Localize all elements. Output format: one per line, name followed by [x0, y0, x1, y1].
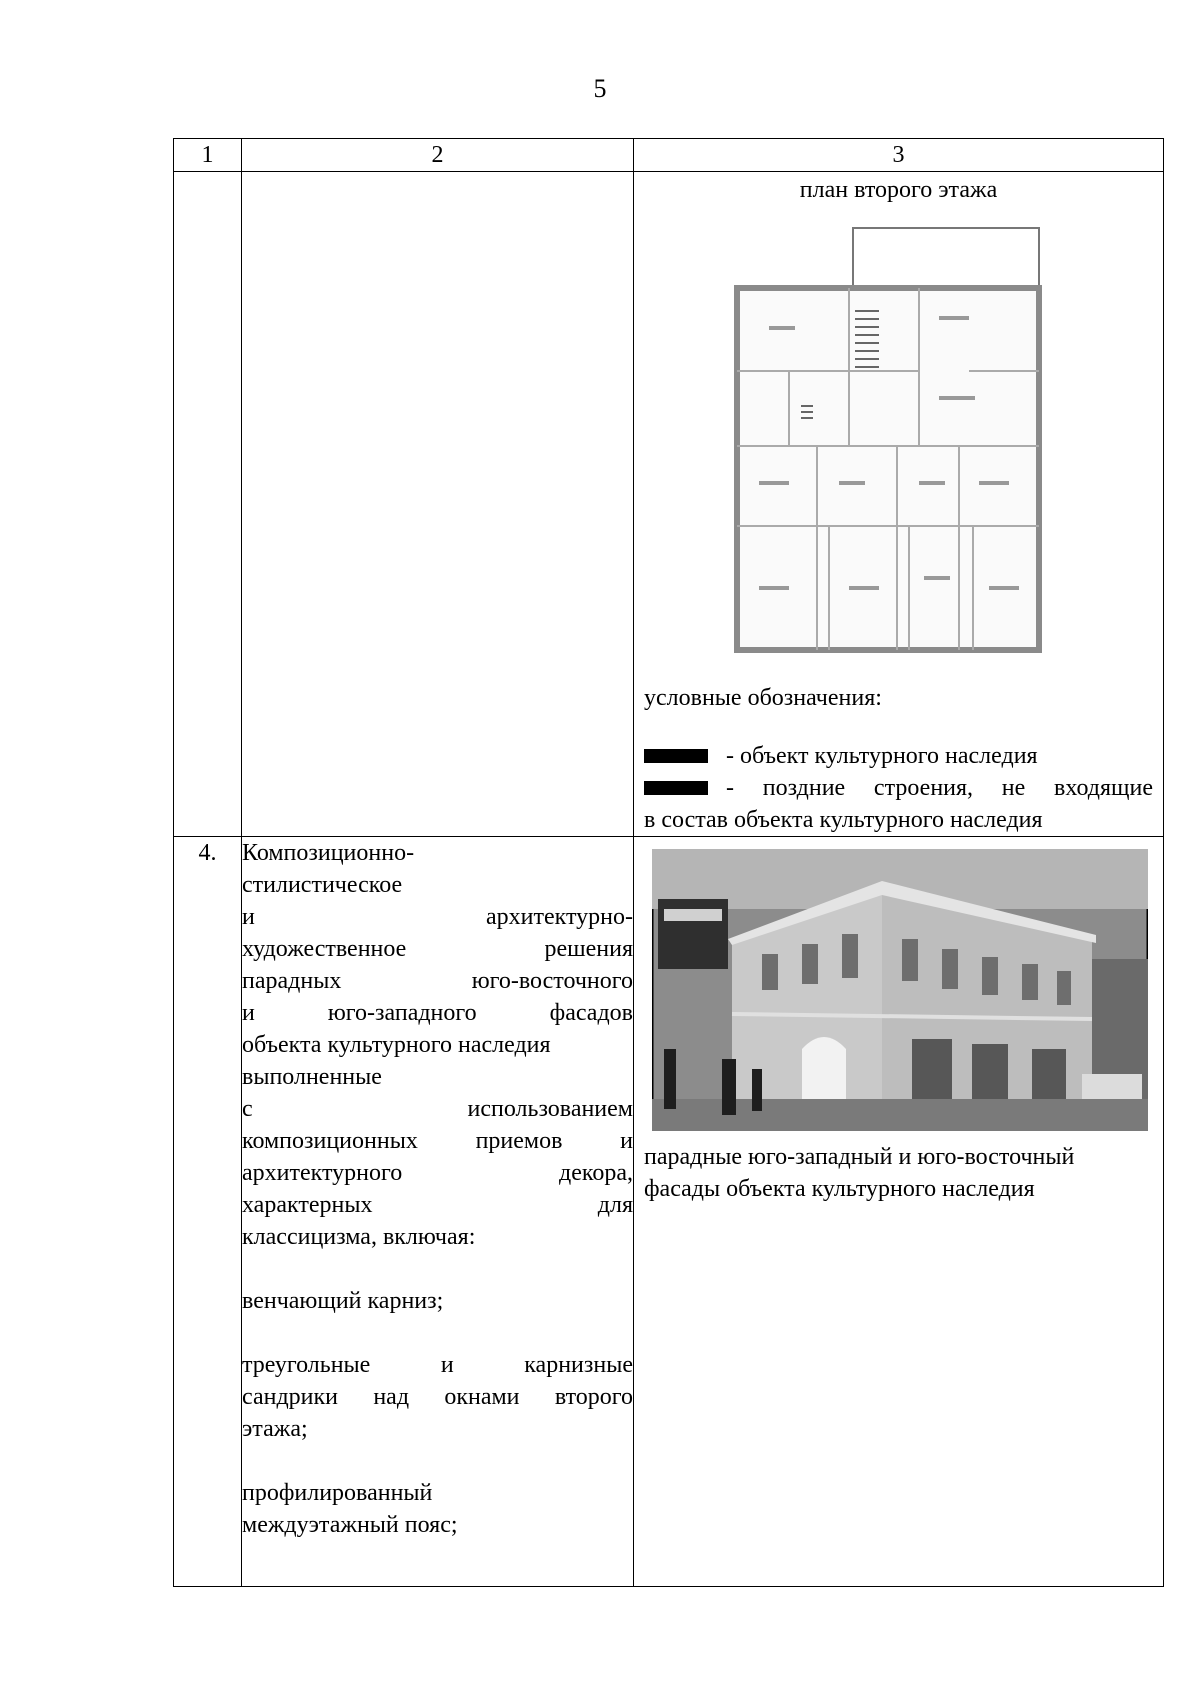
description-line: классицизма, включая:: [242, 1224, 476, 1250]
element-sandriks: треугольные и карнизные: [242, 1352, 633, 1378]
table-row: [174, 172, 1164, 837]
page-number: 5: [593, 74, 607, 103]
legend-item-heritage: [634, 740, 1163, 772]
legend-title: условные обозначения:: [644, 685, 882, 711]
floor-plan-figure: [634, 206, 1164, 674]
plan-caption: план второго этажа: [799, 177, 998, 203]
facade-photo: [652, 849, 1148, 1131]
photo-caption: [634, 1131, 1163, 1205]
description-line: с использованием: [242, 1096, 633, 1122]
header-col-1: 1: [174, 139, 242, 172]
empty-number-cell: [174, 172, 242, 837]
description-cell: [242, 837, 634, 1587]
legend-label: - поздние строения, не входящие: [726, 775, 1153, 801]
element-sandriks: этажа;: [242, 1416, 308, 1442]
header-col-3: 3: [634, 139, 1164, 172]
description-line: и архитектурно-: [242, 904, 633, 930]
floor-plan-cell: [634, 172, 1164, 837]
legend-item-later-buildings: [634, 772, 1163, 804]
facade-photo-cell: [634, 837, 1164, 1587]
photo-caption-line: парадные юго-западный и юго-восточный: [644, 1144, 1075, 1170]
description-line: композиционных приемов и: [242, 1128, 633, 1154]
description-line: выполненные: [242, 1064, 382, 1090]
monument-table: [173, 138, 1164, 1587]
legend-swatch: [644, 781, 708, 795]
element-cornice: венчающий карниз;: [242, 1288, 444, 1314]
header-col-2: 2: [242, 139, 634, 172]
element-sandriks: сандрики над окнами второго: [242, 1384, 633, 1410]
empty-description-cell: [242, 172, 634, 837]
second-floor-plan-drawing: [729, 226, 1049, 666]
row-number: 4.: [174, 837, 242, 1587]
element-belt: междуэтажный пояс;: [242, 1512, 458, 1538]
description-line: художественное решения: [242, 936, 633, 962]
description-line: архитектурного декора,: [242, 1160, 633, 1186]
description-line: и юго-западного фасадов: [242, 1000, 633, 1026]
element-belt: профилированный: [242, 1480, 433, 1506]
table-header-row: [174, 139, 1164, 172]
description-line: характерных для: [242, 1192, 633, 1218]
description-line: объекта культурного наследия: [242, 1032, 551, 1058]
description-line: стилистическое: [242, 872, 403, 898]
table-row: [174, 837, 1164, 1587]
legend-swatch: [644, 749, 708, 763]
legend-label-continuation: в состав объекта культурного наследия: [644, 807, 1043, 833]
description-line: Композиционно-: [242, 840, 415, 866]
legend-label: - объект культурного наследия: [726, 743, 1038, 769]
description-line: парадных юго-восточного: [242, 968, 633, 994]
photo-caption-line: фасады объекта культурного наследия: [644, 1176, 1035, 1202]
